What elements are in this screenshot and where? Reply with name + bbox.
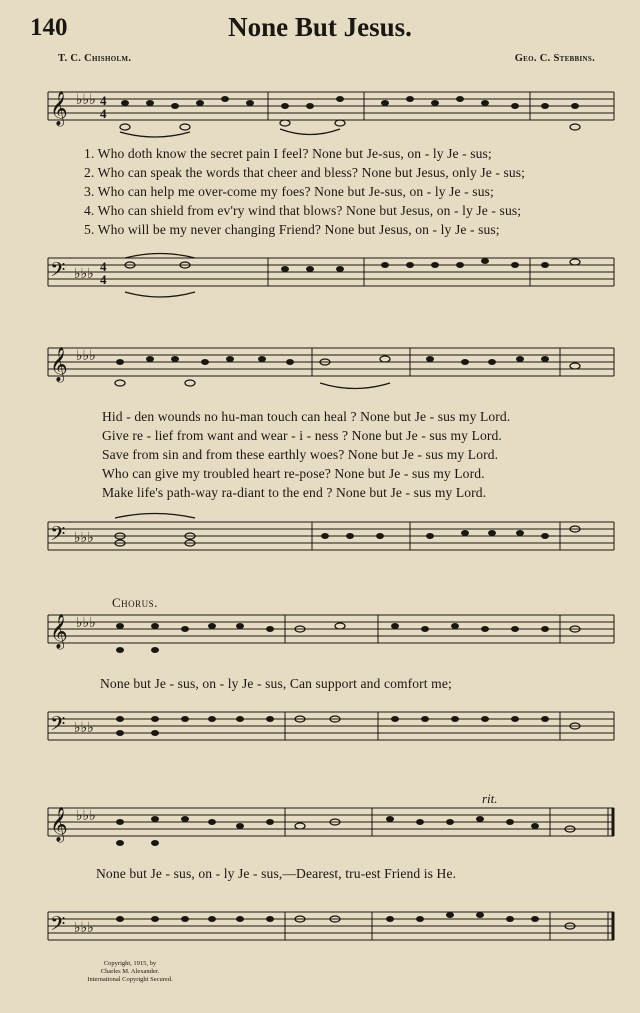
svg-text:♭♭♭: ♭♭♭ bbox=[76, 349, 96, 364]
system-4-treble-staff bbox=[0, 798, 640, 858]
svg-text:4: 4 bbox=[100, 259, 107, 274]
lyricist-credit: T. C. Chisholm. bbox=[58, 53, 132, 64]
verse-3-line-2: Save from sin and from these earthly woes? None but Je - sus my Lord. bbox=[102, 447, 499, 462]
page-number: 140 bbox=[30, 14, 68, 41]
hymn-title: None But Jesus. bbox=[228, 12, 412, 42]
verse-5-line-2: Make life's path-way ra-diant to the end ? None but Je - sus my Lord. bbox=[102, 485, 487, 500]
svg-text:𝄞: 𝄞 bbox=[50, 808, 68, 841]
copyright-line-2: Charles M. Alexander. bbox=[100, 968, 160, 975]
svg-text:4: 4 bbox=[100, 106, 107, 121]
verse-2-line-2: Give re - lief from want and wear - i - ness ? None but Je - sus my Lord. bbox=[102, 428, 502, 443]
svg-text:♭♭♭: ♭♭♭ bbox=[74, 531, 94, 546]
verse-4-line-1: 4. Who can shield from ev'ry wind that blows? None but Jesus, on - ly Je - sus; bbox=[84, 203, 522, 218]
chorus-line-1: None but Je - sus, on - ly Je - sus, Can support and comfort me; bbox=[100, 676, 452, 691]
svg-text:♭♭♭: ♭♭♭ bbox=[74, 921, 94, 936]
verse-5-line-1: 5. Who will be my never changing Friend? None but Jesus, on - ly Je - sus; bbox=[84, 222, 500, 237]
verse-4-line-2: Who can give my troubled heart re-pose? None but Je - sus my Lord. bbox=[102, 466, 485, 481]
svg-text:♭♭♭: ♭♭♭ bbox=[76, 93, 96, 108]
copyright-line-3: International Copyright Secured. bbox=[87, 976, 173, 983]
chorus-line-2: None but Je - sus, on - ly Je - sus,—Dearest, tru-est Friend is He. bbox=[96, 866, 457, 881]
svg-text:♭♭♭: ♭♭♭ bbox=[74, 267, 94, 282]
verse-3-line-1: 3. Who can help me over-come my foes? None but Je-sus, on - ly Je - sus; bbox=[84, 184, 494, 199]
copyright-line-1: Copyright, 1915, by bbox=[103, 960, 157, 967]
verse-1-line-2: Hid - den wounds no hu-man touch can heal ? None but Je - sus my Lord. bbox=[102, 409, 511, 424]
system-1-bass-staff bbox=[0, 250, 640, 310]
composer-credit: Geo. C. Stebbins. bbox=[514, 53, 595, 64]
system-1-treble-staff bbox=[0, 82, 640, 152]
svg-text:𝄞: 𝄞 bbox=[50, 615, 68, 648]
verse-1-line-1: 1. Who doth know the secret pain I feel? None but Je-sus, on - ly Je - sus; bbox=[84, 146, 492, 161]
svg-text:𝄞: 𝄞 bbox=[50, 92, 68, 125]
svg-text:𝄢: 𝄢 bbox=[50, 914, 66, 940]
svg-text:𝄢: 𝄢 bbox=[50, 524, 66, 550]
svg-text:𝄞: 𝄞 bbox=[50, 348, 68, 381]
svg-text:𝄢: 𝄢 bbox=[50, 260, 66, 286]
svg-text:♭♭♭: ♭♭♭ bbox=[74, 721, 94, 736]
svg-text:♭♭♭: ♭♭♭ bbox=[76, 616, 96, 631]
copyright-notice bbox=[60, 960, 200, 984]
svg-text:4: 4 bbox=[100, 93, 107, 108]
svg-text:𝄢: 𝄢 bbox=[50, 714, 66, 740]
svg-text:4: 4 bbox=[100, 272, 107, 287]
verse-2-line-1: 2. Who can speak the words that cheer and bless? None but Jesus, only Je - sus; bbox=[84, 165, 526, 180]
ritardando-mark: rit. bbox=[482, 791, 498, 806]
chorus-label: Chorus. bbox=[112, 595, 158, 610]
system-2-bass-staff bbox=[0, 512, 640, 572]
system-3-treble-staff bbox=[0, 605, 640, 665]
system-4-bass-staff bbox=[0, 902, 640, 962]
system-2-treble-staff bbox=[0, 338, 640, 398]
svg-text:♭♭♭: ♭♭♭ bbox=[76, 809, 96, 824]
system-3-bass-staff bbox=[0, 702, 640, 762]
